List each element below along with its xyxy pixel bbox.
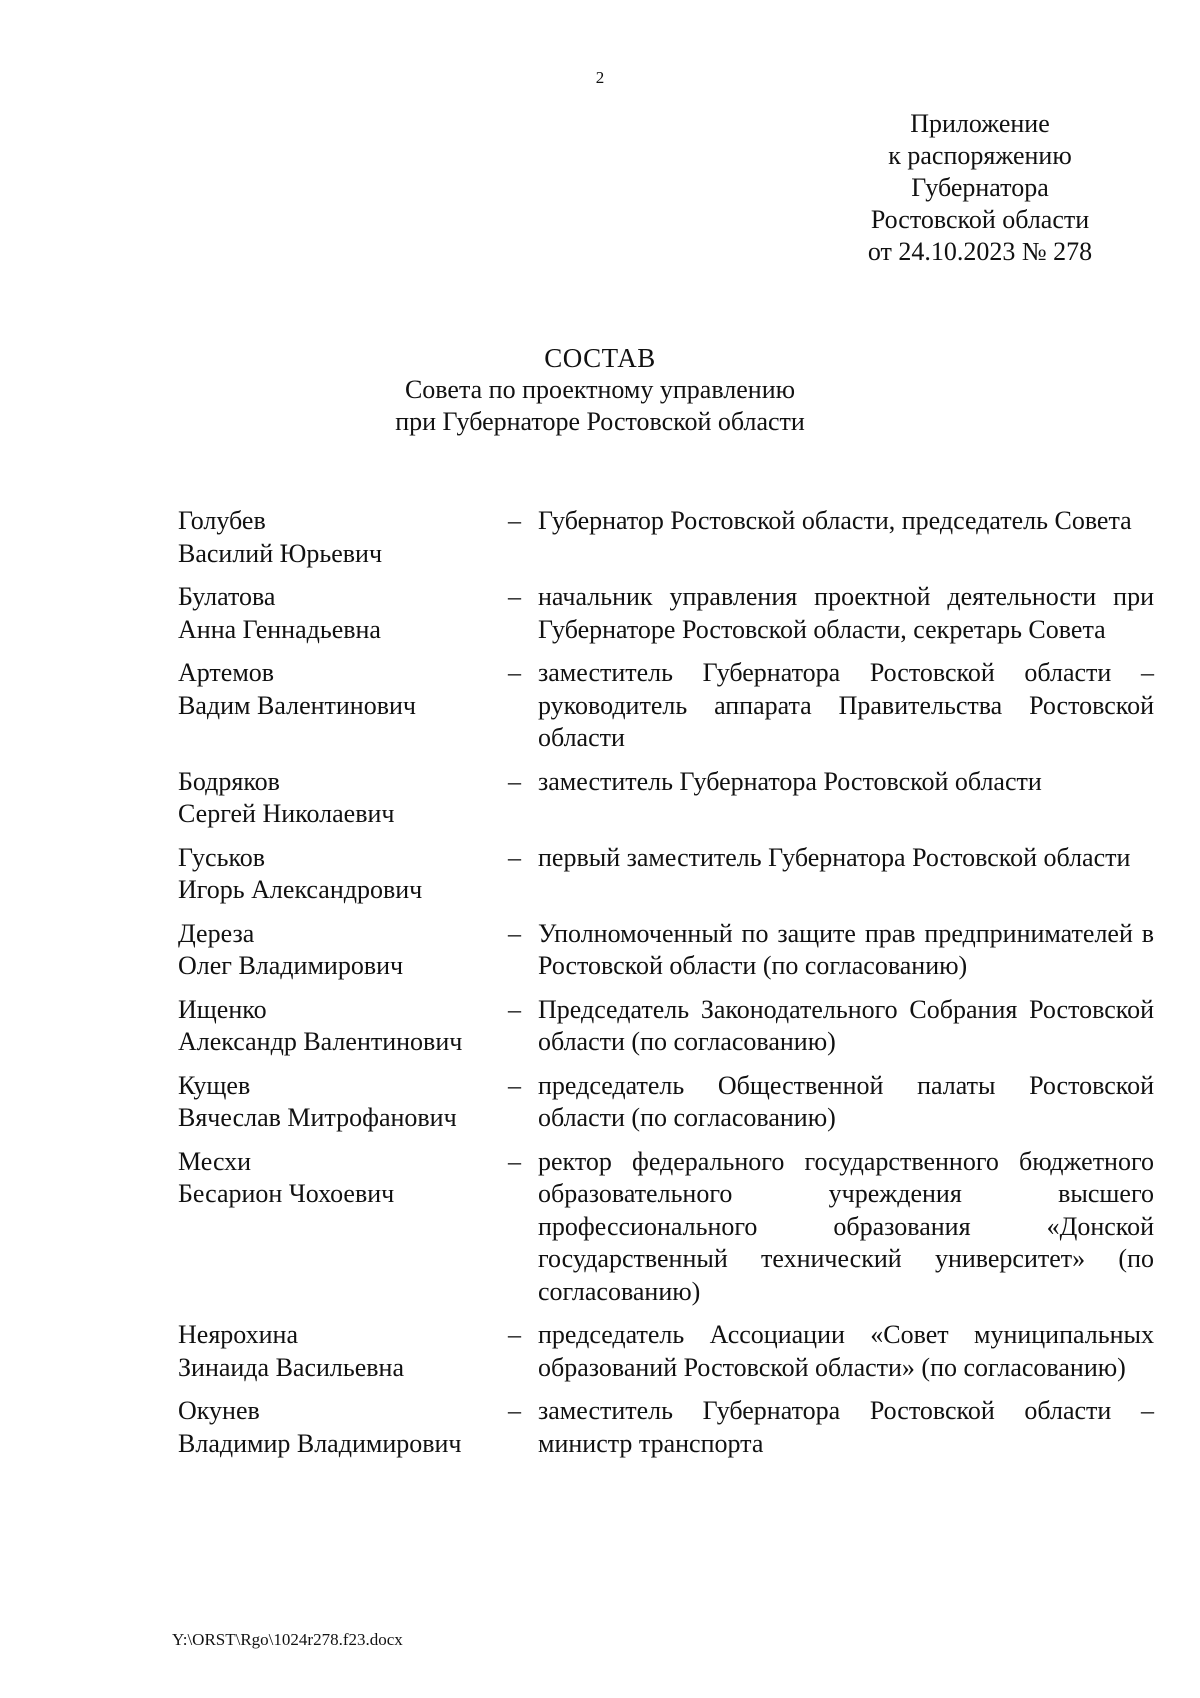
member-role: заместитель Губернатора Ростовской области – руководитель аппарата Правительства Ростовской области	[538, 658, 1154, 752]
member-given-names: Зинаида Васильевна	[178, 1352, 405, 1382]
member-given-names: Василий Юрьевич	[178, 538, 383, 568]
member-given-names: Игорь Александрович	[178, 875, 423, 904]
member-name	[178, 918, 508, 983]
members-list	[178, 505, 1154, 1471]
member-role: заместитель Губернатора Ростовской области – министр транспорта	[538, 1396, 1154, 1458]
member-surname: Гуськов	[178, 842, 266, 872]
member-row	[178, 918, 1154, 983]
member-surname: Дереза	[178, 918, 255, 948]
dash-separator: –	[508, 1320, 521, 1349]
member-surname: Окунев	[178, 1396, 260, 1425]
member-given-names: Олег Владимирович	[178, 951, 404, 980]
member-given-names: Вячеслав Митрофанович	[178, 1103, 457, 1132]
member-given-names: Вадим Валентинович	[178, 690, 416, 720]
member-role: Председатель Законодательного Собрания Ростовской области (по согласованию)	[538, 994, 1154, 1056]
appendix-block	[830, 108, 1130, 268]
member-name	[178, 657, 508, 755]
member-row	[178, 1395, 1154, 1460]
dash-separator: –	[508, 658, 521, 687]
member-role: первый заместитель Губернатора Ростовской области	[538, 842, 1131, 872]
member-surname: Кущев	[178, 1070, 251, 1100]
member-name	[178, 994, 508, 1059]
member-surname: Неярохина	[178, 1320, 298, 1349]
document-title: СОСТАВ	[544, 343, 656, 373]
member-surname: Голубев	[178, 506, 266, 535]
appendix-line: Ростовской области	[870, 205, 1090, 234]
member-role: начальник управления проектной деятельности при Губернаторе Ростовской области, секретарь Совета	[538, 582, 1154, 644]
member-row	[178, 1146, 1154, 1309]
member-role: Уполномоченный по защите прав предпринимателей в Ростовской области (по согласованию)	[538, 918, 1154, 980]
dash-separator: –	[508, 766, 521, 796]
member-name	[178, 766, 508, 831]
member-name	[178, 842, 508, 907]
dash-separator: –	[508, 994, 521, 1024]
member-role: заместитель Губернатора Ростовской области	[538, 766, 1042, 796]
member-name	[178, 1395, 508, 1460]
member-role: ректор федерального государственного бюджетного образовательного учреждения высшего профессионального образования «Донской государственный технический университет» (по согласованию)	[538, 1146, 1154, 1306]
member-row	[178, 581, 1154, 646]
member-name	[178, 1319, 508, 1384]
member-given-names: Сергей Николаевич	[178, 799, 395, 828]
member-row	[178, 1070, 1154, 1135]
member-role: Губернатор Ростовской области, председатель Совета	[538, 506, 1132, 535]
member-surname: Ищенко	[178, 994, 267, 1024]
member-given-names: Владимир Владимирович	[178, 1428, 462, 1458]
dash-separator: –	[508, 506, 521, 535]
member-name	[178, 505, 508, 570]
document-subtitle: при Губернаторе Ростовской области	[395, 407, 805, 436]
dash-separator: –	[508, 918, 521, 948]
member-row	[178, 994, 1154, 1059]
dash-separator: –	[508, 1070, 521, 1100]
footer-file-path: Y:\ORST\Rgo\1024r278.f23.docx	[172, 1630, 403, 1649]
member-name	[178, 1070, 508, 1135]
appendix-line: Губернатора	[911, 173, 1049, 202]
member-surname: Булатова	[178, 582, 276, 611]
member-surname: Бодряков	[178, 766, 280, 796]
member-row	[178, 505, 1154, 570]
member-surname: Месхи	[178, 1146, 252, 1176]
member-surname: Артемов	[178, 658, 275, 687]
document-heading	[0, 342, 1200, 438]
member-row	[178, 766, 1154, 831]
member-given-names: Александр Валентинович	[178, 1027, 463, 1056]
appendix-line: Приложение	[910, 109, 1050, 138]
member-role: председатель Общественной палаты Ростовской области (по согласованию)	[538, 1070, 1154, 1132]
page-number: 2	[595, 68, 605, 87]
appendix-line: от 24.10.2023 № 278	[867, 237, 1093, 266]
member-given-names: Анна Геннадьевна	[178, 614, 381, 644]
document-subtitle: Совета по проектному управлению	[404, 375, 796, 404]
member-row	[178, 1319, 1154, 1384]
appendix-line: к распоряжению	[888, 141, 1072, 170]
member-name	[178, 1146, 508, 1309]
dash-separator: –	[508, 1396, 521, 1425]
dash-separator: –	[508, 842, 521, 872]
member-name	[178, 581, 508, 646]
member-role: председатель Ассоциации «Совет муниципальных образований Ростовской области» (по согласованию)	[538, 1320, 1154, 1382]
dash-separator: –	[508, 1146, 521, 1176]
member-given-names: Бесарион Чохоевич	[178, 1179, 395, 1208]
member-row	[178, 657, 1154, 755]
dash-separator: –	[508, 582, 521, 611]
member-row	[178, 842, 1154, 907]
